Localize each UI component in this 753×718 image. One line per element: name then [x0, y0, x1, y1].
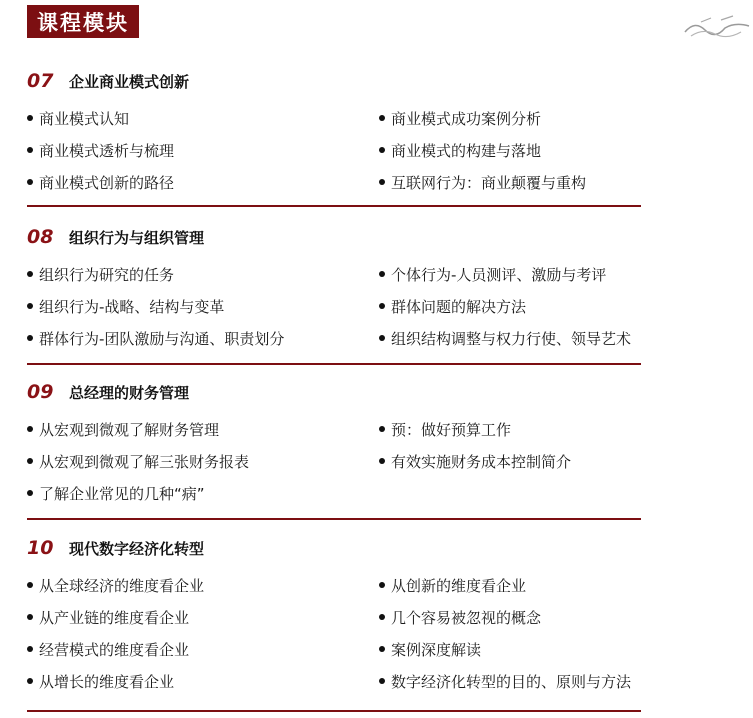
bullet-icon: [379, 271, 385, 277]
list-item: 预：做好预算工作: [379, 413, 642, 445]
list-item: 从全球经济的维度看企业: [27, 569, 379, 601]
list-item: 几个容易被忽视的概念: [379, 601, 642, 633]
module-09: [27, 381, 642, 509]
module-title: 企业商业模式创新: [69, 73, 190, 91]
module-title: 总经理的财务管理: [69, 384, 190, 402]
section-title-badge: [27, 5, 139, 38]
bullet-icon: [379, 303, 385, 309]
list-item-empty: [379, 477, 642, 509]
bullet-icon: [27, 303, 33, 309]
bullet-icon: [379, 179, 385, 185]
bullet-icon: [379, 115, 385, 121]
module-number: 07: [27, 70, 54, 92]
list-item: 有效实施财务成本控制简介: [379, 445, 642, 477]
bullet-icon: [27, 271, 33, 277]
module-number: 09: [27, 381, 54, 403]
list-item: 从产业链的维度看企业: [27, 601, 379, 633]
list-item: 经营模式的维度看企业: [27, 633, 379, 665]
module-number: 08: [27, 226, 54, 248]
bullet-icon: [27, 646, 33, 652]
bullet-icon: [27, 426, 33, 432]
bullet-icon: [27, 115, 33, 121]
bullet-icon: [27, 179, 33, 185]
list-item: 群体问题的解决方法: [379, 290, 642, 322]
list-item: 商业模式成功案例分析: [379, 102, 642, 134]
bullet-icon: [27, 147, 33, 153]
section-divider: [27, 363, 641, 365]
bullet-icon: [27, 614, 33, 620]
section-divider: [27, 205, 641, 207]
bullet-icon: [379, 646, 385, 652]
bullet-icon: [27, 678, 33, 684]
list-item: 群体行为-团队激励与沟通、职责划分: [27, 322, 379, 354]
list-item: 商业模式透析与梳理: [27, 134, 379, 166]
list-item: 组织行为研究的任务: [27, 258, 379, 290]
module-title: 组织行为与组织管理: [69, 229, 205, 247]
list-item: 互联网行为：商业颠覆与重构: [379, 166, 642, 198]
list-item: 从创新的维度看企业: [379, 569, 642, 601]
section-title: 课程模块: [37, 10, 129, 35]
list-item: 组织行为-战略、结构与变革: [27, 290, 379, 322]
list-item: 商业模式的构建与落地: [379, 134, 642, 166]
list-item: 案例深度解读: [379, 633, 642, 665]
bullet-icon: [379, 458, 385, 464]
bullet-icon: [379, 678, 385, 684]
bullet-icon: [27, 458, 33, 464]
section-divider: [27, 710, 641, 712]
module-07: [27, 70, 642, 198]
bullet-icon: [27, 582, 33, 588]
list-item: 组织结构调整与权力行使、领导艺术: [379, 322, 642, 354]
bullet-icon: [379, 335, 385, 341]
bullet-icon: [379, 426, 385, 432]
list-item: 从宏观到微观了解财务管理: [27, 413, 379, 445]
decorative-scribble-icon: [681, 12, 753, 40]
bullet-icon: [27, 335, 33, 341]
list-item: 商业模式创新的路径: [27, 166, 379, 198]
bullet-icon: [379, 614, 385, 620]
list-item: 商业模式认知: [27, 102, 379, 134]
module-number: 10: [27, 537, 54, 559]
module-title: 现代数字经济化转型: [69, 540, 205, 558]
bullet-icon: [379, 582, 385, 588]
list-item: 数字经济化转型的目的、原则与方法: [379, 665, 642, 697]
module-08: [27, 226, 642, 354]
list-item: 个体行为-人员测评、激励与考评: [379, 258, 642, 290]
list-item: 从增长的维度看企业: [27, 665, 379, 697]
bullet-icon: [379, 147, 385, 153]
list-item: 了解企业常见的几种“病”: [27, 477, 379, 509]
module-10: [27, 537, 642, 697]
section-divider: [27, 518, 641, 520]
list-item: 从宏观到微观了解三张财务报表: [27, 445, 379, 477]
bullet-icon: [27, 490, 33, 496]
